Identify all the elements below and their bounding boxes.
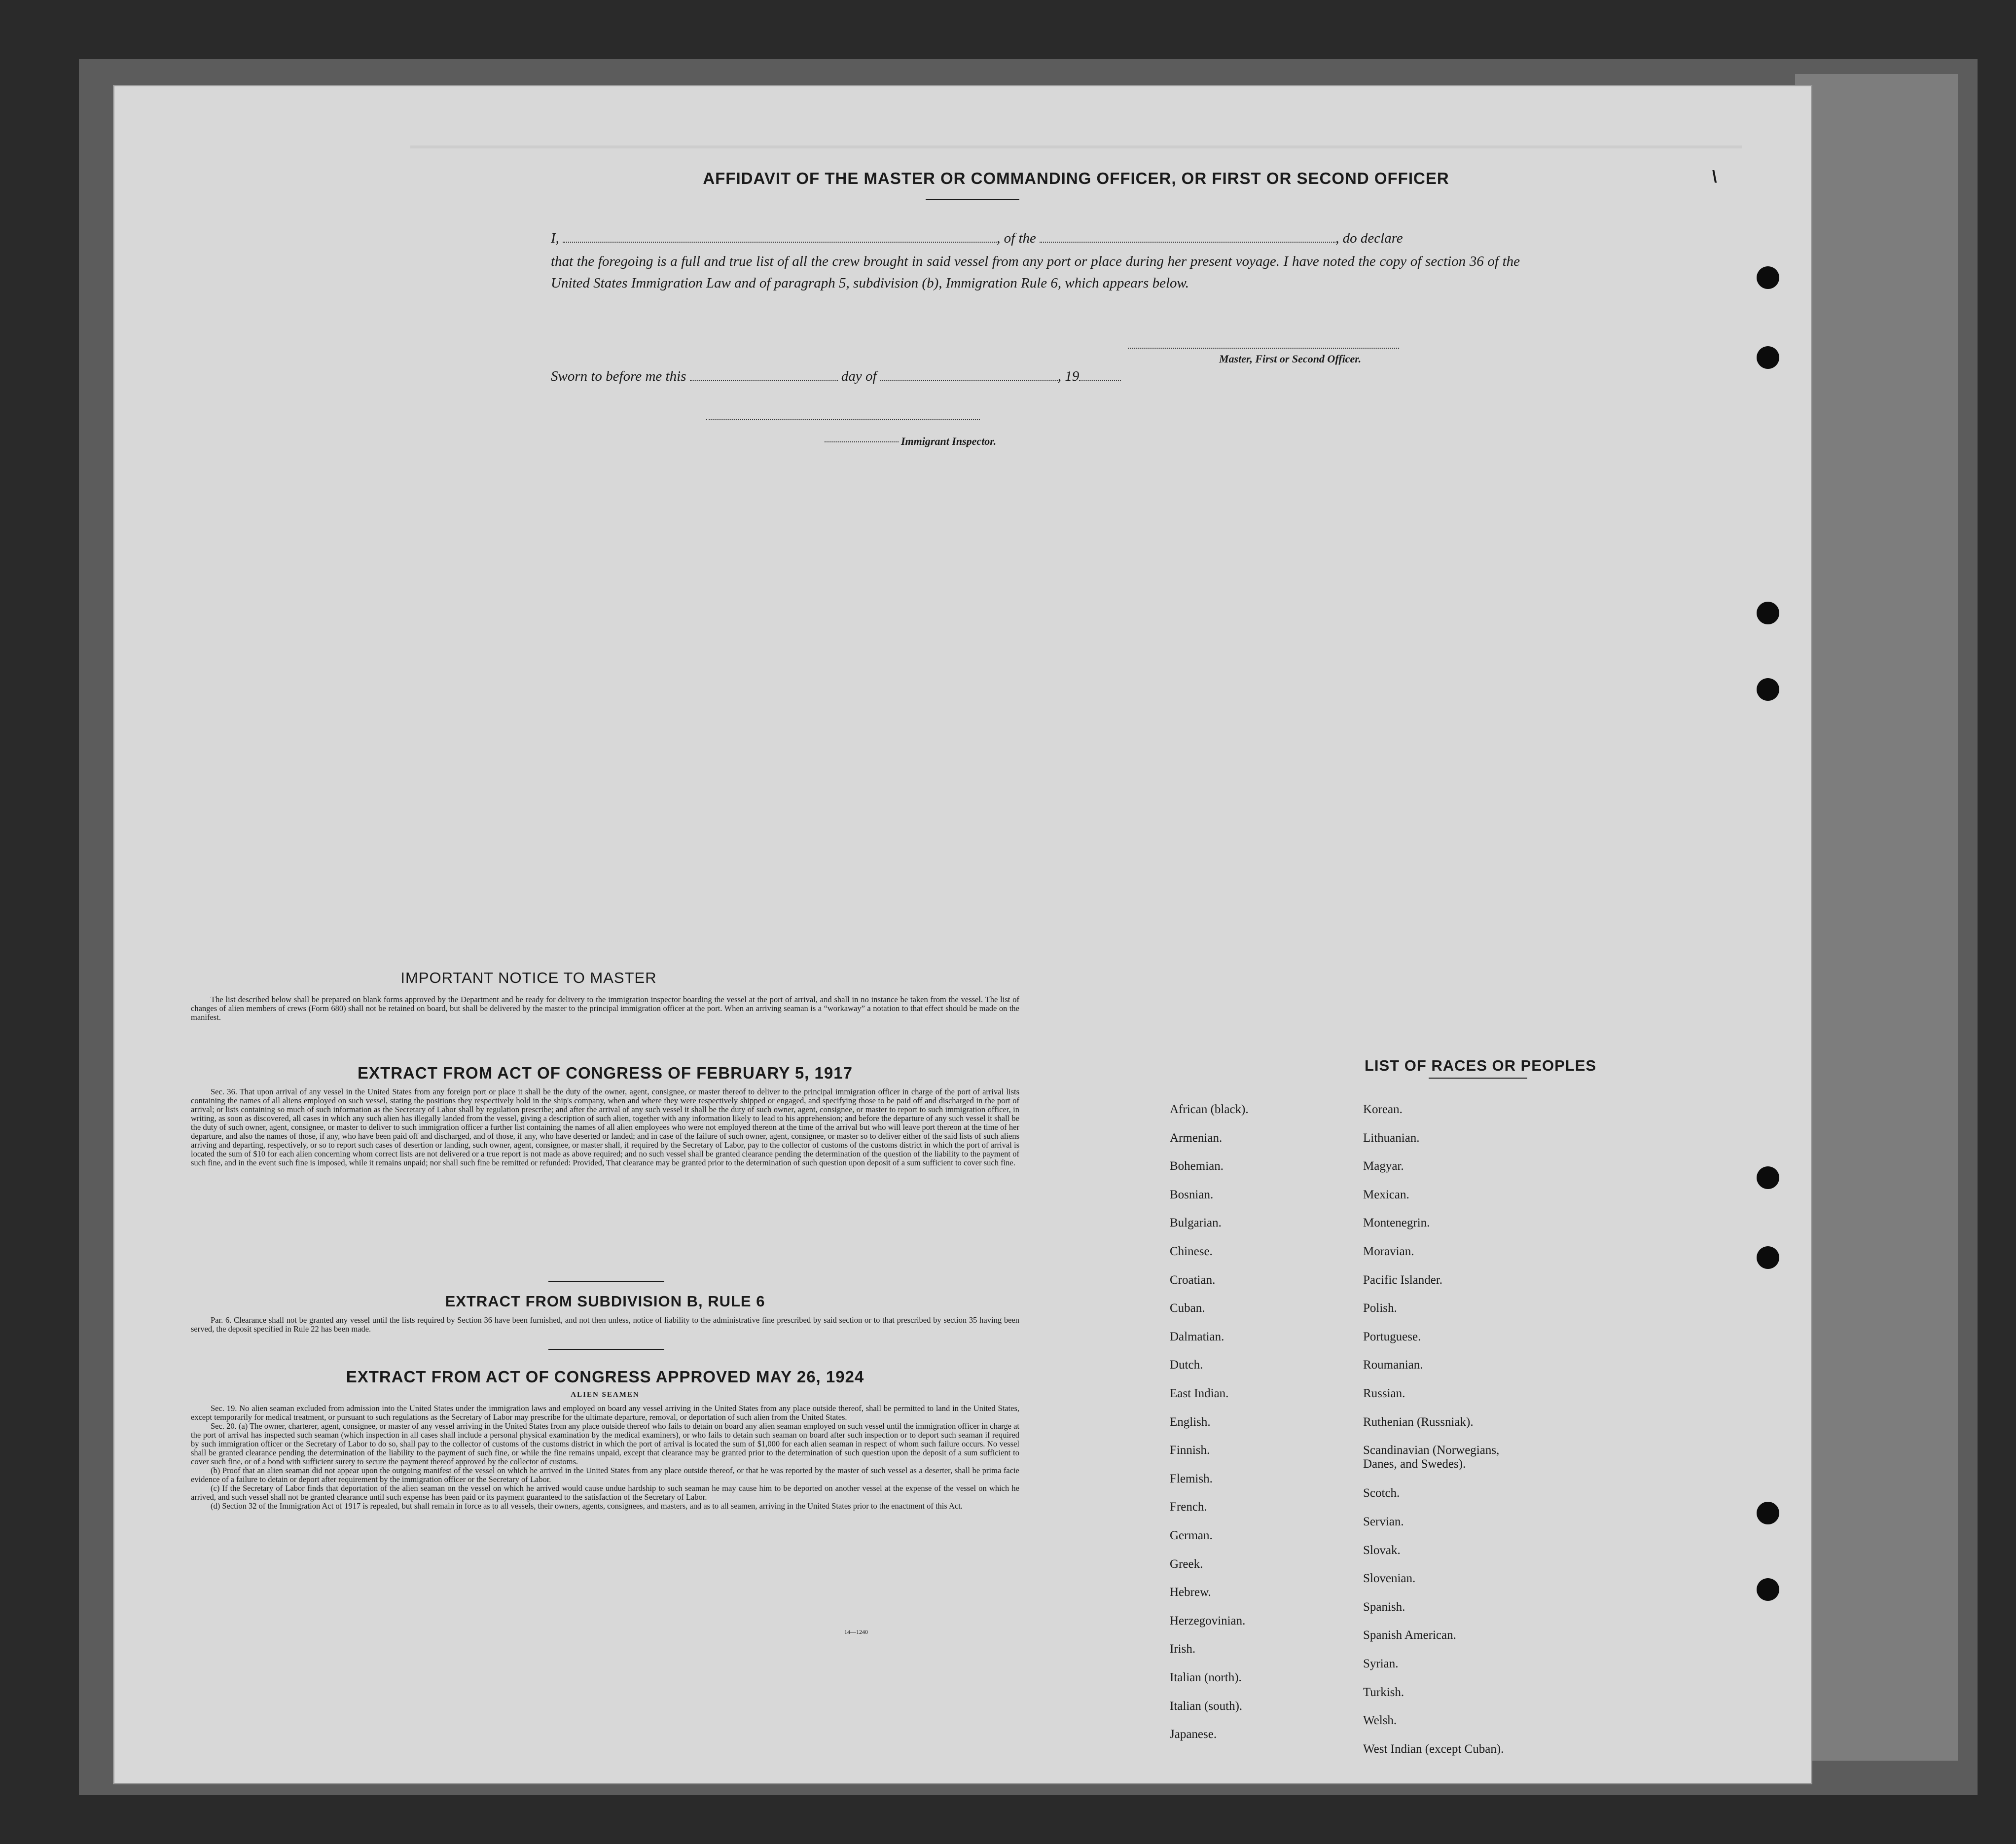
- master-signature-caption: Master, First or Second Officer.: [1219, 353, 1362, 365]
- sworn-year: , 19: [1057, 368, 1080, 384]
- race-item: Spanish American.: [1363, 1628, 1456, 1642]
- race-item: Italian (north).: [1170, 1671, 1242, 1684]
- alien-seamen-subhead: ALIEN SEAMEN: [571, 1391, 640, 1399]
- race-item: Japanese.: [1170, 1728, 1217, 1741]
- race-item: Turkish.: [1363, 1685, 1404, 1699]
- inspector-dots: [825, 441, 899, 442]
- affidavit-do-declare: , do declare: [1335, 230, 1403, 246]
- race-item: Welsh.: [1363, 1714, 1397, 1728]
- race-item: Magyar.: [1363, 1159, 1404, 1173]
- page-mark: \: [1712, 168, 1717, 186]
- master-name-blank[interactable]: [563, 231, 997, 243]
- race-item: Armenian.: [1170, 1131, 1223, 1145]
- extract-1924-title: EXTRACT FROM ACT OF CONGRESS APPROVED MAY 26, 1924: [346, 1368, 864, 1386]
- race-item: Scandinavian (Norwegians,: [1363, 1444, 1500, 1457]
- sworn-month-blank[interactable]: [880, 369, 1058, 381]
- punch-hole: [1757, 1578, 1779, 1601]
- race-item: Greek.: [1170, 1557, 1203, 1571]
- race-item: Cuban.: [1170, 1302, 1205, 1315]
- sec19-paragraph: Sec. 19. No alien seaman excluded from admission into the United States under the immigration laws and employed on board any vessel arriving in the United States from any place outside thereof, shall be permitted to land in the United States, except temporarily for medical treatment, or pursuant to such regulations as the Secretary of Labor may prescribe for the ultimate departure, removal, or deportation of such alien from the United States.: [191, 1404, 1019, 1422]
- race-item: Spanish.: [1363, 1600, 1405, 1614]
- punch-hole: [1757, 1502, 1779, 1524]
- race-item: Slovak.: [1363, 1543, 1401, 1557]
- punch-hole: [1757, 1166, 1779, 1189]
- race-item: Dutch.: [1170, 1358, 1203, 1372]
- extract-rule6-text: [191, 1316, 1019, 1334]
- sec20c-paragraph: (c) If the Secretary of Labor finds that deportation of the alien seaman on the vessel on which he arrived would cause undue hardship to such seaman he may cause him to be deported on another vessel at the expense of the vessel on which he arrived, and such vessel shall not be granted clearance until such expense has been paid or its payment guaranteed to the satisfaction of the Secretary of Labor.: [191, 1483, 1019, 1502]
- race-item: East Indian.: [1170, 1387, 1229, 1400]
- notice-paragraph: The list described below shall be prepared on blank forms approved by the Department and be ready for delivery to the immigration inspector boarding the vessel at the port of arrival, and shall in no instance be taken from the vessel. The list of changes of alien members of crews (Form 680) shall not be retained on board, but shall be delivered by the master to the principal immigration officer at the port. When an arriving seaman is a “workaway” a notation to that effect should be made on the manifest.: [191, 995, 1019, 1022]
- inspector-caption: Immigrant Inspector.: [901, 435, 997, 447]
- race-item: Scotch.: [1363, 1486, 1400, 1500]
- affidavit-body: that the foregoing is a full and true list of all the crew brought in said vessel from any port or place during her present voyage. I have noted the copy of section 36 of the United States Immigration Law and of paragraph 5, subdivision (b), Immigration Rule 6, which appears below.: [551, 253, 1520, 291]
- race-item: Croatian.: [1170, 1273, 1216, 1287]
- race-item: Portuguese.: [1363, 1330, 1421, 1343]
- race-item: Danes, and Swedes).: [1363, 1457, 1466, 1471]
- race-item: African (black).: [1170, 1103, 1249, 1116]
- race-item: English.: [1170, 1415, 1211, 1429]
- races-divider: [1429, 1078, 1527, 1079]
- race-item: Mexican.: [1363, 1188, 1409, 1201]
- race-item: Hebrew.: [1170, 1586, 1211, 1599]
- section-divider: [548, 1349, 664, 1350]
- sec20a-paragraph: Sec. 20. (a) The owner, charterer, agent, consignee, or master of any vessel arriving in the United States from any place outside thereof who fails to detain on board any alien seaman employed on such vessel until the immigration officer in charge at the port of arrival has inspected such seaman (which inspection in all cases shall include a personal physical examination by the medical examiners), or who fails to detain such seaman on board after such inspection or to deport such seaman if required by such immigration officer or the Secretary of Labor to do so, shall pay to the collector of customs of the customs district in which the port of arrival is located the sum of $1,000 for each alien seaman in respect of whom such failure occurs. No vessel shall be granted clearance pending the determination of the liability to the payment of such fine, or while the fine remains unpaid, except that clearance may be granted prior to the determination of such question upon the deposit of a sum sufficient to cover such fine, or of a bond with sufficient surety to secure the payment thereof approved by the collector of customs.: [191, 1421, 1019, 1466]
- form-number: 14—1240: [844, 1628, 868, 1635]
- punch-hole: [1757, 346, 1779, 369]
- section-divider: [548, 1281, 664, 1282]
- extract-1917-title: EXTRACT FROM ACT OF CONGRESS OF FEBRUARY 5, 1917: [358, 1064, 853, 1082]
- race-item: Finnish.: [1170, 1444, 1210, 1457]
- race-item: Moravian.: [1363, 1245, 1414, 1258]
- punch-hole: [1757, 266, 1779, 289]
- punch-hole: [1757, 1246, 1779, 1269]
- title-divider: [926, 199, 1019, 200]
- extract-1917-paragraph: Sec. 36. That upon arrival of any vessel in the United States from any foreign port or place it shall be the duty of the owner, agent, consignee, or master thereof to deliver to the principal immigration officer in charge of the port of arrival lists containing the names of all aliens employed on such vessel, stating the positions they respectively hold in the ship's company, when and where they were respectively shipped or engaged, and specifying those to be paid off and discharged in the port of arrival; or lists containing so much of such information as the Secretary of Labor shall by regulation prescribe; and after the arrival of any such vessel it shall be the duty of such owner, agent, consignee, or master to report to such immigration officer, in writing, as soon as discovered, all cases in which any such alien has illegally landed from the vessel, giving a description of such alien, together with any information likely to lead to his apprehension; and before the departure of any such vessel it shall be the duty of such owner, agent, consignee, or master to deliver to such immigration officer a further list containing the names of all alien employees who were not employed thereon at the time of the arrival but who will leave port thereon at the time of her departure, and also the names of those, if any, who have been paid off and discharged, and of those, if any, who have deserted or landed; and in case of the failure of such owner, agent, consignee, or master so to deliver either of the said lists of such aliens arriving and departing, respectively, or so to report such cases of desertion or landing, such owner, agent, consignee, or master shall, if required by the Secretary of Labor, pay to the collector of customs of the customs district in which the port of arrival is located the sum of $10 for each alien concerning whom correct lists are not delivered or a true report is not made as above required; and no such vessel shall be granted clearance pending the determination of the question of the liability to the payment of such fine, and in the event such fine is imposed, while it remains unpaid; nor shall such fine be remitted or refunded: Provided, That clearance may be granted prior to the determination of such question upon deposit of a sum sufficient to cover such fine.: [191, 1087, 1019, 1167]
- inspector-signature-line[interactable]: [706, 419, 980, 420]
- race-item: Ruthenian (Russniak).: [1363, 1415, 1474, 1429]
- notice-text: [191, 995, 1019, 1022]
- sworn-year-blank[interactable]: [1079, 369, 1121, 381]
- punch-hole: [1757, 602, 1779, 624]
- race-item: Herzegovinian.: [1170, 1614, 1246, 1627]
- race-item: Slovenian.: [1363, 1572, 1416, 1586]
- extract-rule6-title: EXTRACT FROM SUBDIVISION B, RULE 6: [445, 1293, 765, 1310]
- sworn-pre: Sworn to before me this: [551, 368, 686, 384]
- affidavit-i: I,: [551, 230, 559, 246]
- race-item: Russian.: [1363, 1387, 1405, 1400]
- race-item: Korean.: [1363, 1103, 1403, 1116]
- race-item: Servian.: [1363, 1515, 1404, 1528]
- extract-1924-text: [191, 1404, 1019, 1511]
- sec20b-paragraph: (b) Proof that an alien seaman did not appear upon the outgoing manifest of the vessel on which he arrived in the United States from any place outside thereof, or that he was reported by the master of such vessel as a deserter, shall be prima facie evidence of a failure to detain or deport after requirement by the immigration officer or the Secretary of Labor.: [191, 1466, 1019, 1484]
- affidavit-declaration-line: [551, 230, 1403, 247]
- affidavit-title: AFFIDAVIT OF THE MASTER OR COMMANDING OFFICER, OR FIRST OR SECOND OFFICER: [703, 169, 1449, 187]
- bleed-through-header: [410, 145, 1742, 168]
- race-item: Italian (south).: [1170, 1699, 1243, 1713]
- punch-hole: [1757, 678, 1779, 701]
- race-item: Roumanian.: [1363, 1358, 1423, 1372]
- race-item: Syrian.: [1363, 1657, 1399, 1670]
- race-item: Pacific Islander.: [1363, 1273, 1443, 1287]
- extract-rule6-paragraph: Par. 6. Clearance shall not be granted any vessel until the lists required by Section 36 have been furnished, and not then unless, notice of liability to the administrative fine prescribed by said section or to that prescribed by section 35 having been served, the deposit specified in Rule 22 has been made.: [191, 1315, 1019, 1334]
- race-item: Bulgarian.: [1170, 1216, 1222, 1230]
- races-title: LIST OF RACES OR PEOPLES: [1364, 1057, 1597, 1074]
- master-signature-line[interactable]: [1128, 348, 1399, 349]
- race-item: German.: [1170, 1529, 1213, 1542]
- sec20d-paragraph: (d) Section 32 of the Immigration Act of 1917 is repealed, but shall remain in force as to all vessels, their owners, agents, consignees, and masters, and as to all seamen, arriving in the United States prior to the enactment of this Act.: [211, 1501, 963, 1511]
- race-item: Chinese.: [1170, 1245, 1213, 1258]
- sworn-line: [551, 368, 1121, 385]
- race-item: French.: [1170, 1500, 1207, 1514]
- race-item: West Indian (except Cuban).: [1363, 1742, 1504, 1756]
- race-item: Polish.: [1363, 1302, 1397, 1315]
- race-item: Bosnian.: [1170, 1188, 1214, 1201]
- race-item: Bohemian.: [1170, 1159, 1224, 1173]
- manifest-page: [114, 86, 1811, 1783]
- race-item: Dalmatian.: [1170, 1330, 1224, 1343]
- sworn-day-of: day of: [841, 368, 877, 384]
- underlying-page-edge: [1795, 74, 1958, 1761]
- affidavit-of-the: , of the: [997, 230, 1036, 246]
- race-item: Irish.: [1170, 1642, 1196, 1656]
- race-item: Flemish.: [1170, 1472, 1213, 1485]
- race-item: Lithuanian.: [1363, 1131, 1420, 1145]
- vessel-name-blank[interactable]: [1040, 231, 1335, 243]
- sworn-day-blank[interactable]: [690, 369, 838, 381]
- extract-1917-text: [191, 1087, 1019, 1167]
- notice-title: IMPORTANT NOTICE TO MASTER: [400, 969, 657, 986]
- race-item: Montenegrin.: [1363, 1216, 1430, 1230]
